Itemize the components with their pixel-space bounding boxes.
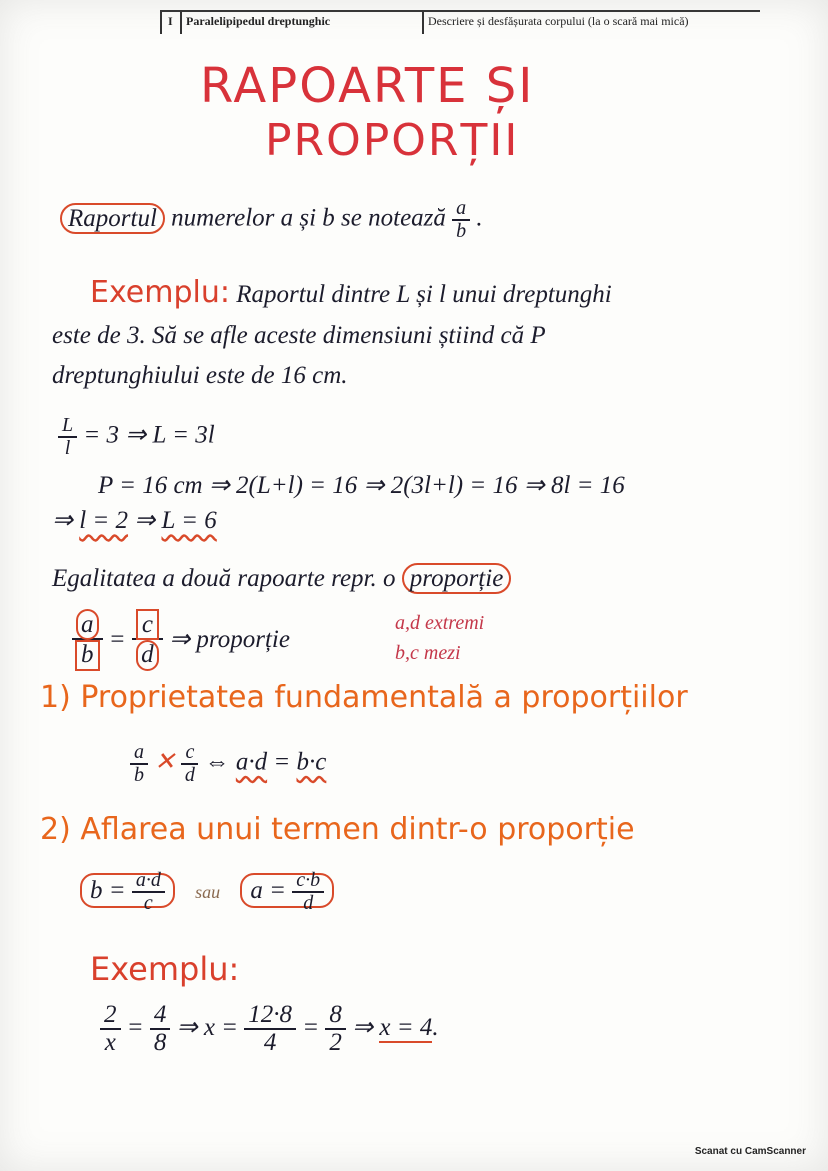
fundamental-property-formula: $\frac{a}{b}$ ✕ $\frac{c}{d}$ ⇔ a·d = b·c bbox=[130, 742, 326, 786]
equals: = bbox=[126, 1013, 144, 1041]
equals: = bbox=[273, 748, 291, 776]
denominator: x bbox=[104, 1029, 116, 1057]
header-cell-topic: Paralelipipedul dreptunghic bbox=[186, 14, 331, 28]
denominator-d: d bbox=[184, 764, 195, 786]
final-result: x = 4 bbox=[379, 1013, 433, 1041]
proportion-example: $\frac{a}{b}$ = $\frac{c}{d}$ ⇒ proporție bbox=[72, 612, 290, 671]
definition-text: Egalitatea a două rapoarte repr. o bbox=[52, 565, 396, 592]
proportion-definition bbox=[52, 565, 511, 593]
proportion-result: ⇒ proporție bbox=[169, 625, 290, 653]
worksheet-header-table bbox=[160, 10, 760, 34]
denominator: 8 bbox=[153, 1029, 167, 1057]
definition-line bbox=[60, 198, 483, 242]
numerator: 4 bbox=[150, 1002, 171, 1030]
example-text: Raportul dintre L și l unui dreptunghi bbox=[236, 281, 612, 308]
example1-line1 bbox=[90, 275, 612, 310]
denominator: l bbox=[64, 437, 71, 459]
note-means: b,c mezi bbox=[395, 642, 461, 664]
denominator: 4 bbox=[263, 1029, 277, 1057]
example2-label: Exemplu: bbox=[90, 950, 240, 988]
formula-lhs: a = bbox=[250, 876, 287, 904]
result-L: L = 6 bbox=[161, 507, 217, 534]
implies: ⇒ bbox=[52, 507, 73, 534]
numerator-c: c bbox=[181, 742, 198, 765]
fraction-a-b bbox=[452, 198, 470, 242]
title-line-2: PROPORȚII bbox=[265, 115, 520, 166]
fraction-c-d bbox=[132, 612, 163, 671]
separator-sau: sau bbox=[195, 881, 221, 902]
note-extremes: a,d extremi bbox=[395, 612, 485, 634]
denominator: b bbox=[456, 220, 467, 242]
fraction-L-l bbox=[58, 415, 77, 459]
formula-lhs: b = bbox=[90, 876, 126, 904]
numerator: a bbox=[452, 198, 470, 221]
formula-b bbox=[80, 869, 175, 914]
header-cell-description: Descriere și desfășurata corpului (la o scară mai mică) bbox=[428, 14, 689, 28]
period: . bbox=[476, 204, 483, 232]
numerator: 12·8 bbox=[244, 1002, 296, 1030]
unknown-term-formulas bbox=[80, 870, 334, 914]
camscanner-watermark: Scanat cu CamScanner bbox=[694, 1146, 806, 1157]
example-label: Exemplu: bbox=[90, 275, 230, 310]
middle-b: b bbox=[75, 640, 100, 670]
numerator: L bbox=[58, 415, 77, 438]
step: ⇒ x = bbox=[176, 1013, 239, 1041]
header-cell-number: I bbox=[168, 14, 173, 28]
denominator: 2 bbox=[329, 1029, 342, 1057]
numerator: 2 bbox=[100, 1002, 121, 1030]
example1-line2: este de 3. Să se afle aceste dimensiuni știind că P bbox=[52, 322, 546, 349]
fraction-a-b bbox=[72, 612, 103, 671]
product-extremes: a·d bbox=[235, 748, 268, 776]
equals: = bbox=[302, 1013, 320, 1041]
equivalence: ⇔ bbox=[204, 748, 230, 776]
product-means: b·c bbox=[296, 748, 327, 776]
formula-a bbox=[240, 869, 334, 914]
title-line-1: RAPOARTE ȘI bbox=[200, 58, 535, 114]
implies: ⇒ bbox=[134, 507, 156, 534]
equation-solution bbox=[52, 505, 217, 535]
extreme-a: a bbox=[76, 609, 99, 640]
term-raportul: Raportul bbox=[60, 203, 165, 234]
definition-text: numerelor a și b se notează bbox=[171, 204, 446, 232]
example1-line3: dreptunghiului este de 16 cm. bbox=[52, 362, 348, 389]
implies: ⇒ bbox=[352, 1013, 374, 1041]
numerator: 8 bbox=[325, 1002, 346, 1030]
section1-heading: 1) Proprietatea fundamentală a proporțiilor bbox=[40, 680, 688, 715]
extreme-d: d bbox=[136, 640, 159, 670]
equation-rest: = 3 ⇒ L = 3l bbox=[83, 421, 215, 449]
numerator: a·d bbox=[132, 870, 165, 893]
term-proportie: proporție bbox=[402, 563, 512, 594]
denominator: d bbox=[303, 892, 314, 914]
equation-perimeter: P = 16 cm ⇒ 2(L+l) = 16 ⇒ 2(3l+l) = 16 ⇒ 8l = 16 bbox=[98, 472, 625, 499]
numerator: c·b bbox=[292, 870, 324, 893]
example2-solution bbox=[100, 1002, 439, 1057]
denominator: c bbox=[143, 892, 153, 914]
result-l: l = 2 bbox=[79, 507, 129, 534]
section2-heading: 2) Aflarea unui termen dintr-o proporție bbox=[40, 812, 635, 847]
middle-c: c bbox=[136, 609, 159, 640]
period: . bbox=[432, 1013, 439, 1041]
denominator-b: b bbox=[134, 764, 144, 786]
equation-ratio bbox=[58, 415, 215, 459]
numerator-a: a bbox=[130, 742, 148, 765]
